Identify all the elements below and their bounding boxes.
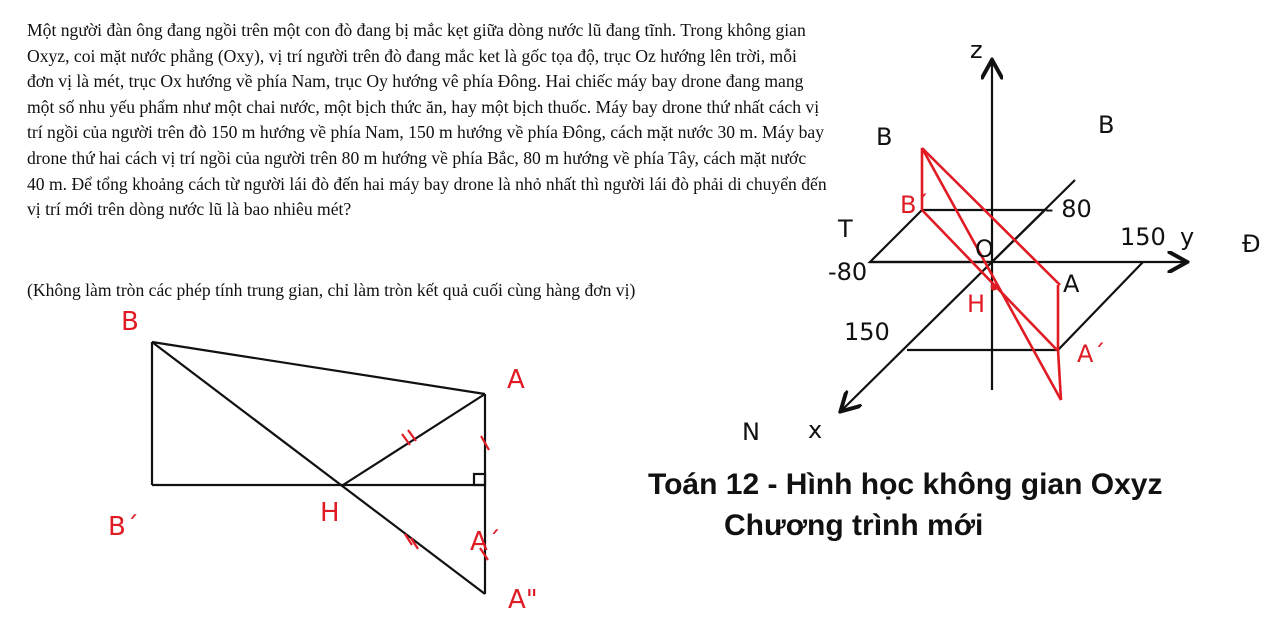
- label-N-south: N: [742, 418, 760, 446]
- problem-statement: Một người đàn ông đang ngồi trên một con đò đang bị mắc kẹt giữa dòng nước lũ đang tĩnh. Trong không gian Oxyz, coi mặt nước phẳng (Oxy), vị trí người trên đò đang mắc ket là gốc tọa độ, trục Oz hướng lên trời, mỗi đơn vị là mét, trục Ox hướng về phía Nam, trục Oy hướng vê phía Đông. Hai chiếc máy bay drone đang mang một số nhu yếu phẩm như một chai nước, một bịch thức ăn, hay một bịch thuốc. Máy bay drone thứ nhất cách vị trí ngồi của người trên đò 150 m hướng về phía Nam, 150 m hướng về phía Đông, cách mặt nước 30 m. Máy bay drone thứ hai cách vị trí ngồi của người trên 80 m hướng về phía Bắc, 80 m hướng về phía Tây, cách mặt nước 40 m. Để tổng khoảng cách từ người lái đò đến hai máy bay drone là nhỏ nhất thì người lái đò phải di chuyển đến vị trí mới trên dòng nước lũ là bao nhiêu mét?: [27, 20, 827, 220]
- video-title-line1: Toán 12 - Hình học không gian Oxyz: [648, 468, 1163, 501]
- label-B: B: [121, 307, 139, 337]
- label-A: A: [507, 365, 525, 395]
- label-150-y: 150: [1120, 223, 1166, 251]
- label-O: O: [975, 235, 994, 263]
- label-B-axis: B: [876, 123, 893, 151]
- label-A-prime: A´: [470, 527, 501, 557]
- label-150-x: 150: [844, 318, 890, 346]
- label-minus80-top: - 80: [1045, 195, 1092, 223]
- label-y: y: [1180, 223, 1195, 251]
- video-title-line2: Chương trình mới: [724, 509, 984, 542]
- parallelogram-B: [870, 210, 1045, 262]
- label-A-prime-axis: A´: [1077, 340, 1106, 368]
- label-T: T: [838, 215, 853, 243]
- label-B-prime-axis: B´: [900, 191, 929, 219]
- label-A-double-prime: A": [508, 585, 538, 615]
- label-H-axis: H: [967, 290, 986, 318]
- label-z: z: [970, 36, 983, 64]
- label-minus80-left: -80: [828, 258, 868, 286]
- rounding-note: (Không làm tròn các phép tính trung gian, chỉ làm tròn kết quả cuối cùng hàng đơn vị): [27, 280, 636, 300]
- label-B-prime: B´: [108, 512, 139, 542]
- label-A-axis: A: [1063, 270, 1080, 298]
- label-x: x: [808, 416, 823, 444]
- label-B-right: B: [1098, 111, 1115, 139]
- point-H: [991, 284, 998, 291]
- label-H: H: [320, 498, 340, 528]
- label-D-east: Đ: [1242, 230, 1261, 258]
